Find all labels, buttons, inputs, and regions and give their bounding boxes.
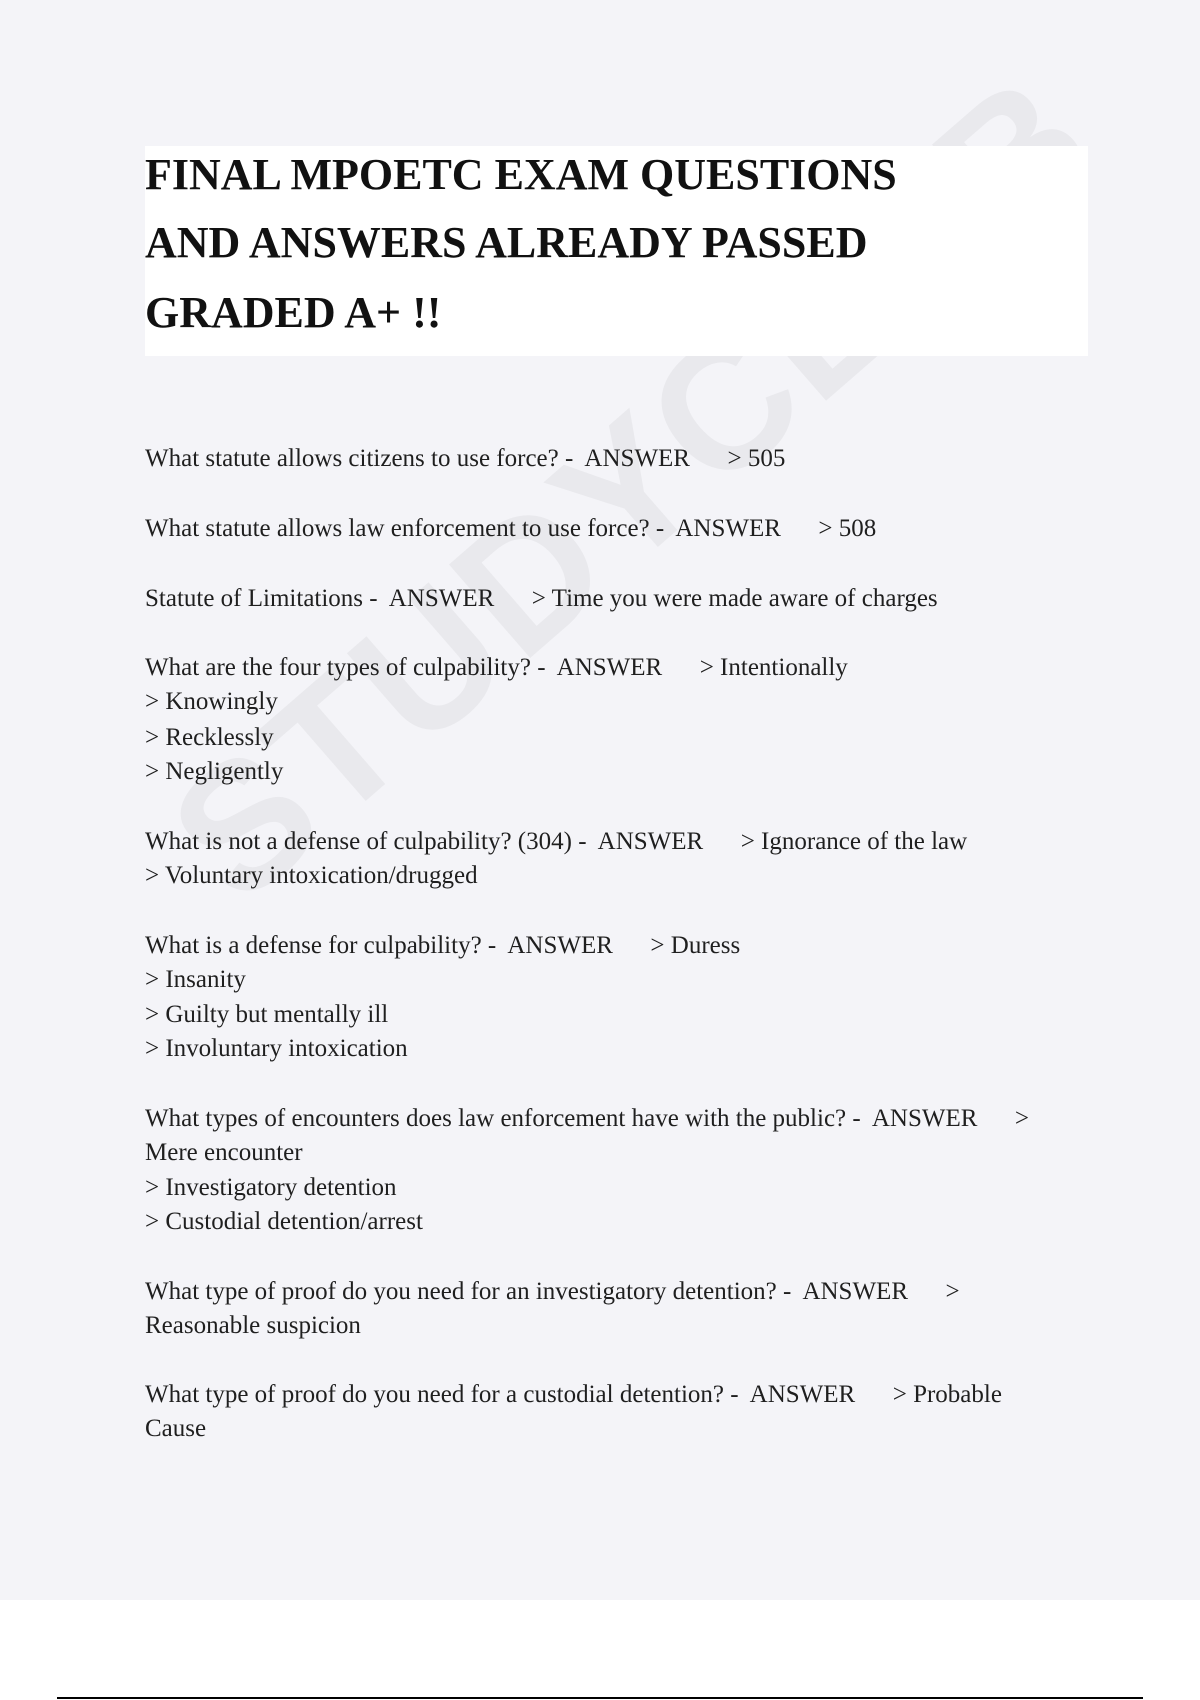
qa-answer-line: > Knowingly bbox=[145, 688, 278, 715]
page-title-line-1: FINAL MPOETC EXAM QUESTIONS bbox=[145, 150, 897, 199]
qa-answer-line: > Insanity bbox=[145, 966, 246, 993]
title-block bbox=[145, 146, 1088, 356]
qa-answer-line: > Investigatory detention bbox=[145, 1174, 397, 1201]
qa-answer-line: > Recklessly bbox=[145, 724, 274, 751]
qa-question-line: What type of proof do you need for a custodial detention? - ANSWER > Probable bbox=[145, 1381, 1002, 1408]
qa-answer-line: > Negligently bbox=[145, 758, 284, 785]
qa-answer-line: > Guilty but mentally ill bbox=[145, 1001, 389, 1028]
qa-answer-line: > Custodial detention/arrest bbox=[145, 1208, 423, 1235]
footer-divider bbox=[57, 1697, 1143, 1699]
qa-question-line: What statute allows citizens to use force? - ANSWER > 505 bbox=[145, 445, 786, 472]
qa-answer-line: Cause bbox=[145, 1415, 207, 1442]
qa-question-line: What are the four types of culpability? - ANSWER > Intentionally bbox=[145, 654, 848, 681]
qa-answer-line: > Involuntary intoxication bbox=[145, 1035, 408, 1062]
qa-question-line: What is not a defense of culpability? (304) - ANSWER > Ignorance of the law bbox=[145, 828, 968, 855]
qa-question-line: What is a defense for culpability? - ANSWER > Duress bbox=[145, 932, 741, 959]
qa-answer-line: > Voluntary intoxication/drugged bbox=[145, 862, 478, 889]
qa-answer-line: Mere encounter bbox=[145, 1139, 303, 1166]
page-title-line-2: AND ANSWERS ALREADY PASSED bbox=[145, 218, 868, 267]
qa-question-line: Statute of Limitations - ANSWER > Time you were made aware of charges bbox=[145, 585, 938, 612]
qa-answer-line: Reasonable suspicion bbox=[145, 1312, 361, 1339]
qa-question-line: What types of encounters does law enforcement have with the public? - ANSWER > bbox=[145, 1105, 1029, 1132]
page-title-line-3: GRADED A+ !! bbox=[145, 288, 442, 337]
qa-question-line: What statute allows law enforcement to use force? - ANSWER > 508 bbox=[145, 515, 877, 542]
qa-question-line: What type of proof do you need for an investigatory detention? - ANSWER > bbox=[145, 1278, 960, 1305]
